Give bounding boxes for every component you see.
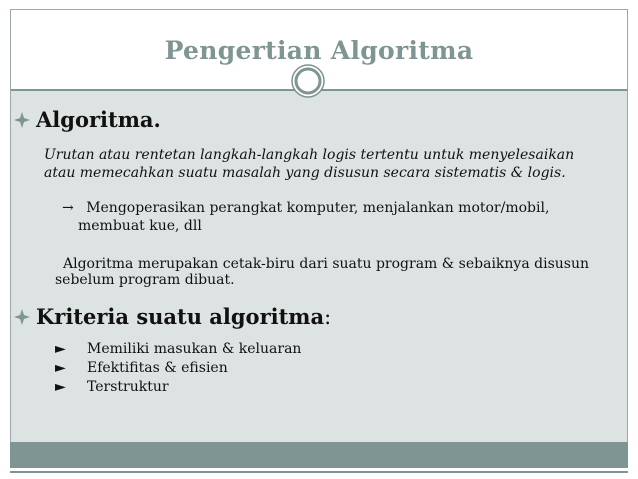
criteria-list (55, 340, 301, 397)
list-item-label: Terstruktur (87, 379, 169, 395)
circle-ornament-icon (291, 64, 325, 98)
footer-band (10, 442, 628, 468)
slide-title: Pengertian Algoritma (164, 36, 474, 65)
list-item (55, 340, 301, 359)
example-line-1: Mengoperasikan perangkat komputer, menjalankan motor/mobil, (86, 200, 550, 216)
triangle-bullet-icon: ► (55, 379, 66, 395)
arrow-icon: → (62, 200, 74, 216)
list-item (55, 359, 301, 378)
diamond-bullet-icon (14, 112, 30, 128)
triangle-bullet-icon: ► (55, 341, 66, 357)
example-block (62, 198, 549, 218)
section-heading-text: Algoritma. (36, 107, 161, 132)
section-heading-algoritma (14, 107, 161, 132)
section-heading-text: Kriteria suatu algoritma (36, 304, 325, 329)
list-item-label: Efektifitas & efisien (87, 360, 228, 376)
section-heading-kriteria (14, 304, 331, 329)
list-item-label: Memiliki masukan & keluaran (87, 341, 302, 357)
note-line-1: Algoritma merupakan cetak-biru dari suatu program & sebaiknya disusun (63, 256, 589, 272)
footer-rule (10, 471, 628, 473)
diamond-bullet-icon (14, 309, 30, 325)
example-line-2: membuat kue, dll (78, 218, 202, 234)
note-line-2: sebelum program dibuat. (55, 272, 235, 288)
heading-colon: : (324, 304, 332, 329)
triangle-bullet-icon: ► (55, 360, 66, 376)
definition-line-1: Urutan atau rentetan langkah-langkah logis tertentu untuk menyelesaikan (44, 147, 575, 163)
definition-line-2: atau memecahkan suatu masalah yang disusun secara sistematis & logis. (44, 165, 566, 181)
list-item (55, 378, 301, 397)
